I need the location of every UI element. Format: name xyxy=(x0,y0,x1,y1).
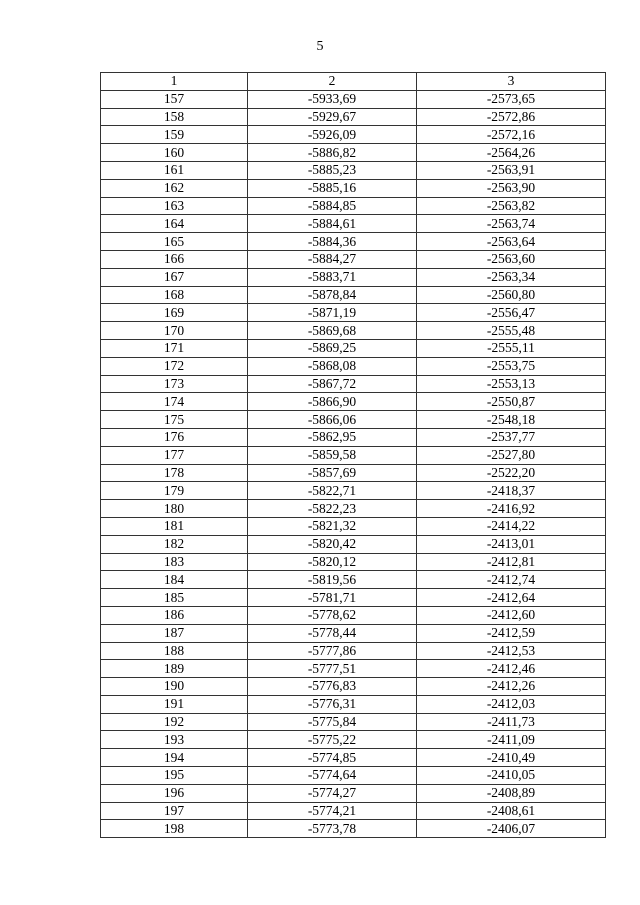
table-cell-col-3: -2572,86 xyxy=(417,108,606,126)
table-cell-col-1: 179 xyxy=(101,482,248,500)
table-cell-col-1: 187 xyxy=(101,624,248,642)
table-cell-col-1: 197 xyxy=(101,802,248,820)
table-row xyxy=(101,339,606,357)
table-cell-col-3: -2527,80 xyxy=(417,446,606,464)
table-row xyxy=(101,802,606,820)
table-cell-col-3: -2412,53 xyxy=(417,642,606,660)
table-cell-col-3: -2563,64 xyxy=(417,233,606,251)
table-cell-col-3: -2414,22 xyxy=(417,517,606,535)
page-number: 5 xyxy=(316,39,324,54)
table-cell-col-2: -5778,62 xyxy=(248,606,417,624)
column-header-2: 2 xyxy=(248,73,417,91)
table-cell-col-2: -5775,84 xyxy=(248,713,417,731)
table-cell-col-2: -5884,61 xyxy=(248,215,417,233)
table-row xyxy=(101,571,606,589)
table-cell-col-2: -5867,72 xyxy=(248,375,417,393)
table-cell-col-1: 165 xyxy=(101,233,248,251)
table-cell-col-3: -2563,74 xyxy=(417,215,606,233)
table-cell-col-2: -5822,71 xyxy=(248,482,417,500)
table-row xyxy=(101,464,606,482)
table-cell-col-1: 196 xyxy=(101,784,248,802)
table-cell-col-1: 158 xyxy=(101,108,248,126)
table-cell-col-1: 182 xyxy=(101,535,248,553)
table-cell-col-2: -5859,58 xyxy=(248,446,417,464)
table-cell-col-3: -2412,64 xyxy=(417,589,606,607)
table-cell-col-2: -5776,31 xyxy=(248,695,417,713)
table-cell-col-3: -2550,87 xyxy=(417,393,606,411)
table-cell-col-3: -2408,89 xyxy=(417,784,606,802)
header-row xyxy=(101,73,606,91)
table-cell-col-2: -5866,90 xyxy=(248,393,417,411)
table-cell-col-2: -5885,23 xyxy=(248,161,417,179)
table-cell-col-2: -5778,44 xyxy=(248,624,417,642)
table-cell-col-3: -2408,61 xyxy=(417,802,606,820)
table-cell-col-3: -2537,77 xyxy=(417,428,606,446)
column-header-3: 3 xyxy=(417,73,606,91)
table-row xyxy=(101,250,606,268)
table-cell-col-1: 162 xyxy=(101,179,248,197)
table-cell-col-1: 169 xyxy=(101,304,248,322)
table-row xyxy=(101,731,606,749)
table-cell-col-2: -5774,21 xyxy=(248,802,417,820)
table-row xyxy=(101,482,606,500)
table-row xyxy=(101,126,606,144)
table-cell-col-1: 180 xyxy=(101,500,248,518)
table-cell-col-2: -5926,09 xyxy=(248,126,417,144)
table-cell-col-1: 173 xyxy=(101,375,248,393)
table-cell-col-3: -2555,11 xyxy=(417,339,606,357)
table-cell-col-3: -2413,01 xyxy=(417,535,606,553)
table-cell-col-1: 189 xyxy=(101,660,248,678)
table-cell-col-1: 186 xyxy=(101,606,248,624)
table-cell-col-1: 188 xyxy=(101,642,248,660)
table-cell-col-2: -5929,67 xyxy=(248,108,417,126)
table-cell-col-3: -2412,26 xyxy=(417,678,606,696)
table-cell-col-2: -5933,69 xyxy=(248,90,417,108)
table-row xyxy=(101,411,606,429)
table-cell-col-2: -5819,56 xyxy=(248,571,417,589)
table-cell-col-1: 194 xyxy=(101,749,248,767)
table-cell-col-2: -5884,27 xyxy=(248,250,417,268)
table-cell-col-1: 163 xyxy=(101,197,248,215)
table-row xyxy=(101,197,606,215)
table-cell-col-2: -5884,85 xyxy=(248,197,417,215)
table-cell-col-3: -2416,92 xyxy=(417,500,606,518)
table-row xyxy=(101,268,606,286)
table-cell-col-2: -5871,19 xyxy=(248,304,417,322)
table-row xyxy=(101,357,606,375)
table-cell-col-1: 184 xyxy=(101,571,248,589)
table-cell-col-3: -2572,16 xyxy=(417,126,606,144)
table-cell-col-1: 174 xyxy=(101,393,248,411)
table-cell-col-1: 178 xyxy=(101,464,248,482)
table-cell-col-2: -5868,08 xyxy=(248,357,417,375)
table-row xyxy=(101,375,606,393)
table-cell-col-1: 175 xyxy=(101,411,248,429)
table-cell-col-2: -5869,25 xyxy=(248,339,417,357)
table-cell-col-3: -2564,26 xyxy=(417,144,606,162)
table-row xyxy=(101,108,606,126)
table-cell-col-3: -2412,60 xyxy=(417,606,606,624)
table-cell-col-1: 195 xyxy=(101,767,248,785)
table-cell-col-2: -5886,82 xyxy=(248,144,417,162)
table-cell-col-2: -5822,23 xyxy=(248,500,417,518)
table-cell-col-3: -2412,46 xyxy=(417,660,606,678)
table-cell-col-3: -2548,18 xyxy=(417,411,606,429)
table-cell-col-2: -5885,16 xyxy=(248,179,417,197)
table-cell-col-1: 157 xyxy=(101,90,248,108)
table-row xyxy=(101,179,606,197)
table-row xyxy=(101,678,606,696)
table-cell-col-1: 176 xyxy=(101,428,248,446)
table-row xyxy=(101,233,606,251)
table-row xyxy=(101,500,606,518)
table-cell-col-2: -5776,83 xyxy=(248,678,417,696)
table-row xyxy=(101,642,606,660)
table-row xyxy=(101,161,606,179)
table-cell-col-3: -2412,74 xyxy=(417,571,606,589)
table-cell-col-3: -2553,75 xyxy=(417,357,606,375)
table-cell-col-2: -5777,51 xyxy=(248,660,417,678)
table-cell-col-2: -5821,32 xyxy=(248,517,417,535)
table-cell-col-1: 191 xyxy=(101,695,248,713)
table-cell-col-2: -5884,36 xyxy=(248,233,417,251)
table-cell-col-1: 193 xyxy=(101,731,248,749)
table-cell-col-1: 171 xyxy=(101,339,248,357)
table-row xyxy=(101,304,606,322)
table-row xyxy=(101,446,606,464)
table-cell-col-2: -5781,71 xyxy=(248,589,417,607)
table-cell-col-1: 190 xyxy=(101,678,248,696)
table-cell-col-1: 177 xyxy=(101,446,248,464)
table-cell-col-3: -2410,49 xyxy=(417,749,606,767)
table-cell-col-1: 167 xyxy=(101,268,248,286)
table-cell-col-3: -2563,82 xyxy=(417,197,606,215)
table-cell-col-3: -2563,90 xyxy=(417,179,606,197)
table-cell-col-2: -5774,85 xyxy=(248,749,417,767)
table-cell-col-3: -2522,20 xyxy=(417,464,606,482)
table-cell-col-3: -2556,47 xyxy=(417,304,606,322)
table-cell-col-1: 172 xyxy=(101,357,248,375)
table-cell-col-1: 164 xyxy=(101,215,248,233)
table-cell-col-2: -5820,12 xyxy=(248,553,417,571)
table-cell-col-3: -2411,73 xyxy=(417,713,606,731)
table-cell-col-1: 198 xyxy=(101,820,248,838)
table-cell-col-3: -2410,05 xyxy=(417,767,606,785)
table-cell-col-2: -5820,42 xyxy=(248,535,417,553)
table-row xyxy=(101,553,606,571)
table-cell-col-3: -2412,03 xyxy=(417,695,606,713)
table-cell-col-1: 168 xyxy=(101,286,248,304)
table-body xyxy=(101,90,606,837)
table-row xyxy=(101,820,606,838)
table-row xyxy=(101,215,606,233)
table-cell-col-3: -2406,07 xyxy=(417,820,606,838)
table-cell-col-1: 166 xyxy=(101,250,248,268)
table-cell-col-1: 159 xyxy=(101,126,248,144)
table-row xyxy=(101,767,606,785)
table-cell-col-3: -2412,81 xyxy=(417,553,606,571)
table-row xyxy=(101,322,606,340)
table-cell-col-2: -5869,68 xyxy=(248,322,417,340)
table-cell-col-2: -5775,22 xyxy=(248,731,417,749)
data-table xyxy=(100,72,606,838)
table-row xyxy=(101,624,606,642)
table-row xyxy=(101,90,606,108)
table-cell-col-1: 160 xyxy=(101,144,248,162)
table-cell-col-2: -5857,69 xyxy=(248,464,417,482)
table-cell-col-3: -2563,34 xyxy=(417,268,606,286)
table-cell-col-3: -2573,65 xyxy=(417,90,606,108)
table-cell-col-3: -2563,91 xyxy=(417,161,606,179)
table-row xyxy=(101,535,606,553)
table-cell-col-1: 170 xyxy=(101,322,248,340)
column-header-1: 1 xyxy=(101,73,248,91)
table-cell-col-3: -2563,60 xyxy=(417,250,606,268)
table-cell-col-2: -5773,78 xyxy=(248,820,417,838)
table-cell-col-2: -5774,27 xyxy=(248,784,417,802)
table-row xyxy=(101,784,606,802)
table-row xyxy=(101,286,606,304)
table-cell-col-3: -2553,13 xyxy=(417,375,606,393)
table-row xyxy=(101,428,606,446)
table-row xyxy=(101,393,606,411)
table-row xyxy=(101,589,606,607)
table-row xyxy=(101,606,606,624)
table-cell-col-2: -5866,06 xyxy=(248,411,417,429)
table-cell-col-1: 183 xyxy=(101,553,248,571)
table-cell-col-3: -2560,80 xyxy=(417,286,606,304)
table-header xyxy=(101,73,606,91)
table-row xyxy=(101,695,606,713)
table-row xyxy=(101,144,606,162)
table-cell-col-2: -5777,86 xyxy=(248,642,417,660)
table-row xyxy=(101,660,606,678)
table-row xyxy=(101,749,606,767)
table-row xyxy=(101,517,606,535)
table-cell-col-3: -2412,59 xyxy=(417,624,606,642)
table-cell-col-1: 161 xyxy=(101,161,248,179)
table-cell-col-2: -5862,95 xyxy=(248,428,417,446)
table-cell-col-2: -5774,64 xyxy=(248,767,417,785)
table-cell-col-3: -2411,09 xyxy=(417,731,606,749)
table-cell-col-2: -5878,84 xyxy=(248,286,417,304)
table-row xyxy=(101,713,606,731)
table-cell-col-2: -5883,71 xyxy=(248,268,417,286)
table-cell-col-3: -2555,48 xyxy=(417,322,606,340)
table-cell-col-1: 185 xyxy=(101,589,248,607)
table-cell-col-3: -2418,37 xyxy=(417,482,606,500)
table-cell-col-1: 181 xyxy=(101,517,248,535)
table-cell-col-1: 192 xyxy=(101,713,248,731)
